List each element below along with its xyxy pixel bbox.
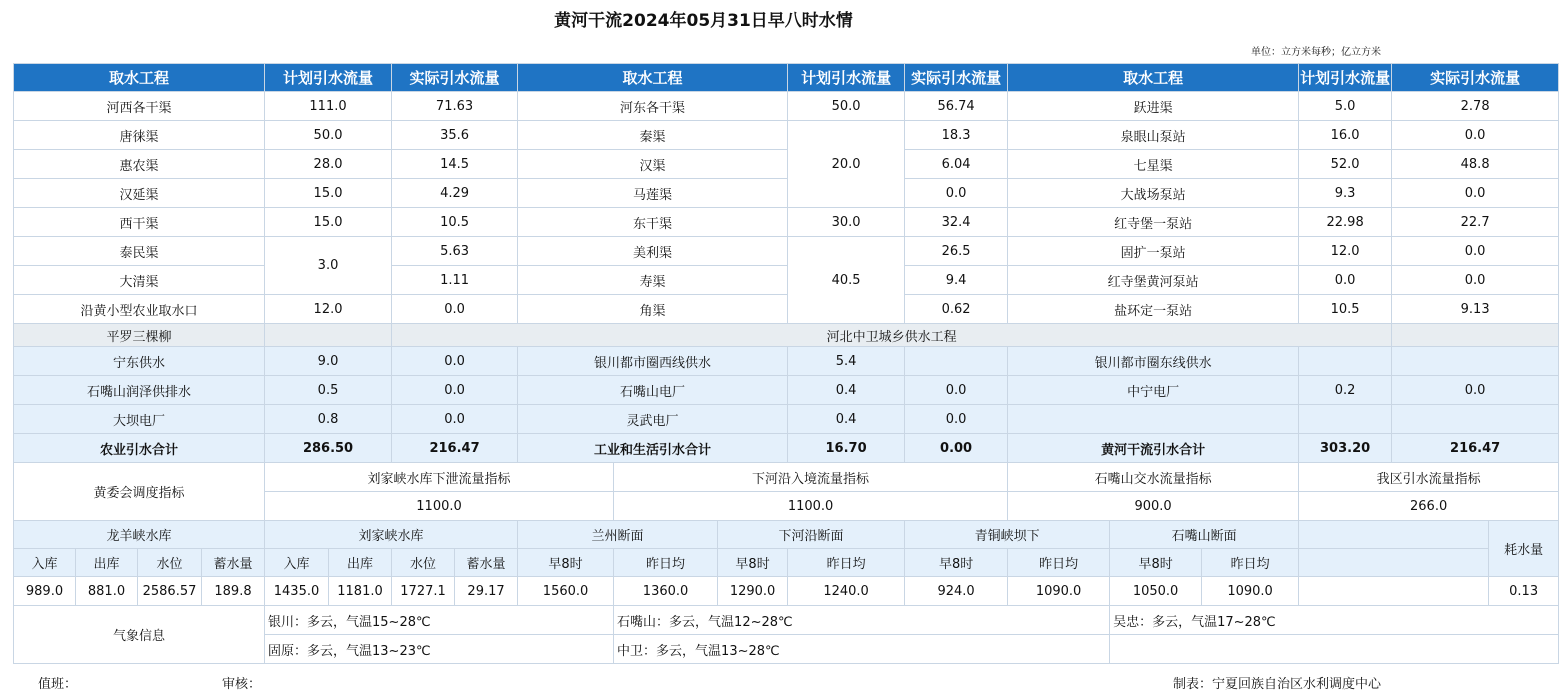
industry-total-actual: 0.00 (905, 434, 1008, 463)
station-column-row (14, 549, 1559, 577)
col-header: 昨日均 (1202, 549, 1299, 577)
project-name: 沿黄小型农业取水口 (14, 295, 265, 324)
actual-value: 0.62 (905, 295, 1008, 324)
dispatch-label: 黄委会调度指标 (14, 463, 265, 521)
dispatch-label-row (14, 463, 1559, 492)
actual-value: 0.0 (1392, 237, 1559, 266)
col-header: 早8时 (718, 549, 788, 577)
actual-value: 35.6 (392, 121, 518, 150)
agri-total-plan: 286.50 (265, 434, 392, 463)
project-name: 西干渠 (14, 208, 265, 237)
station-value: 29.17 (455, 577, 518, 606)
project-name: 红寺堡黄河泵站 (1008, 266, 1299, 295)
header-project-1: 取水工程 (14, 64, 265, 92)
consumption-label: 耗水量 (1489, 521, 1559, 577)
actual-value (1392, 347, 1559, 376)
header-project-3: 取水工程 (1008, 64, 1299, 92)
project-name: 泰民渠 (14, 237, 265, 266)
col-header: 蓄水量 (455, 549, 518, 577)
actual-value: 2.78 (1392, 92, 1559, 121)
actual-value: 6.04 (905, 150, 1008, 179)
table-row (14, 179, 1559, 208)
weather-label: 气象信息 (14, 606, 265, 664)
actual-value: 1.11 (392, 266, 518, 295)
actual-value: 9.13 (1392, 295, 1559, 324)
station-value: 1360.0 (614, 577, 718, 606)
project-name: 河东各干渠 (518, 92, 788, 121)
col-header: 蓄水量 (202, 549, 265, 577)
col-header: 昨日均 (614, 549, 718, 577)
plan-value: 0.5 (265, 376, 392, 405)
section-label-row (14, 324, 1559, 347)
weather-guyuan: 固原：多云，气温13~23℃ (265, 635, 614, 664)
project-name: 汉渠 (518, 150, 788, 179)
project-name: 汉延渠 (14, 179, 265, 208)
plan-value: 0.8 (265, 405, 392, 434)
dispatch-indicator-value: 1100.0 (614, 492, 1008, 521)
station-value: 1290.0 (718, 577, 788, 606)
plan-value (1299, 347, 1392, 376)
station-value: 1727.1 (392, 577, 455, 606)
station-value: 881.0 (76, 577, 138, 606)
table-row (14, 237, 1559, 266)
industry-total-label: 工业和生活引水合计 (518, 434, 788, 463)
actual-value: 0.0 (1392, 266, 1559, 295)
plan-value: 5.4 (788, 347, 905, 376)
dispatch-indicator-label: 我区引水流量指标 (1299, 463, 1559, 492)
weather-row (14, 606, 1559, 635)
table-row (14, 376, 1559, 405)
station-lanzhou: 兰州断面 (518, 521, 718, 549)
station-name-row (14, 521, 1559, 549)
project-name: 中宁电厂 (1008, 376, 1299, 405)
header-actual-1: 实际引水流量 (392, 64, 518, 92)
station-value: 1050.0 (1110, 577, 1202, 606)
header-plan-1: 计划引水流量 (265, 64, 392, 92)
page-title: 黄河干流2024年05月31日早八时水情 (554, 11, 853, 31)
project-name: 跃进渠 (1008, 92, 1299, 121)
actual-value: 4.29 (392, 179, 518, 208)
col-header: 出库 (329, 549, 392, 577)
project-name: 石嘴山润泽供排水 (14, 376, 265, 405)
plan-value: 9.3 (1299, 179, 1392, 208)
plan-value-merged: 20.0 (788, 121, 905, 208)
project-name: 马莲渠 (518, 179, 788, 208)
plan-value: 22.98 (1299, 208, 1392, 237)
actual-value: 71.63 (392, 92, 518, 121)
actual-value: 9.4 (905, 266, 1008, 295)
industry-total-plan: 16.70 (788, 434, 905, 463)
project-name: 宁东供水 (14, 347, 265, 376)
project-name: 寿渠 (518, 266, 788, 295)
plan-value: 12.0 (1299, 237, 1392, 266)
table-row (14, 266, 1559, 295)
plan-value: 28.0 (265, 150, 392, 179)
actual-value: 26.5 (905, 237, 1008, 266)
actual-value: 0.0 (392, 405, 518, 434)
maker-label: 制表：宁夏回族自治区水利调度中心 (1172, 677, 1381, 692)
plan-value-merged: 3.0 (265, 237, 392, 295)
weather-wuzhong: 吴忠：多云，气温17~28℃ (1110, 606, 1559, 635)
station-value: 1435.0 (265, 577, 329, 606)
station-longyang: 龙羊峡水库 (14, 521, 265, 549)
project-name: 银川都市圈东线供水 (1008, 347, 1299, 376)
project-name: 惠农渠 (14, 150, 265, 179)
header-actual-3: 实际引水流量 (1392, 64, 1559, 92)
col-header: 早8时 (518, 549, 614, 577)
station-liujia: 刘家峡水库 (265, 521, 518, 549)
header-actual-2: 实际引水流量 (905, 64, 1008, 92)
header-plan-3: 计划引水流量 (1299, 64, 1392, 92)
col-header: 入库 (265, 549, 329, 577)
col-header: 出库 (76, 549, 138, 577)
station-value: 1181.0 (329, 577, 392, 606)
station-value: 1090.0 (1202, 577, 1299, 606)
col-header: 昨日均 (1008, 549, 1110, 577)
header-project-2: 取水工程 (518, 64, 788, 92)
table-row (14, 121, 1559, 150)
header-plan-2: 计划引水流量 (788, 64, 905, 92)
station-value: 189.8 (202, 577, 265, 606)
col-header: 早8时 (905, 549, 1008, 577)
mainstream-total-label: 黄河干流引水合计 (1008, 434, 1299, 463)
weather-shizuishan: 石嘴山：多云，气温12~28℃ (614, 606, 1110, 635)
table-row (14, 92, 1559, 121)
plan-value: 0.4 (788, 376, 905, 405)
zhongwei-water-project-label: 河北中卫城乡供水工程 (392, 324, 1392, 347)
actual-value: 0.0 (1392, 179, 1559, 208)
actual-value: 48.8 (1392, 150, 1559, 179)
plan-value: 9.0 (265, 347, 392, 376)
plan-value-merged: 40.5 (788, 237, 905, 324)
plan-value: 12.0 (265, 295, 392, 324)
project-name: 秦渠 (518, 121, 788, 150)
plan-value: 15.0 (265, 208, 392, 237)
pingluo-label: 平罗三棵柳 (14, 324, 265, 347)
station-value: 924.0 (905, 577, 1008, 606)
actual-value: 0.0 (1392, 376, 1559, 405)
plan-value: 5.0 (1299, 92, 1392, 121)
station-value: 1090.0 (1008, 577, 1110, 606)
project-name: 角渠 (518, 295, 788, 324)
actual-value: 14.5 (392, 150, 518, 179)
dispatch-indicator-label: 下河沿入境流量指标 (614, 463, 1008, 492)
station-shizuishan: 石嘴山断面 (1110, 521, 1299, 549)
agri-total-label: 农业引水合计 (14, 434, 265, 463)
dispatch-indicator-label: 刘家峡水库下泄流量指标 (265, 463, 614, 492)
plan-value: 30.0 (788, 208, 905, 237)
totals-row (14, 434, 1559, 463)
project-name: 大坝电厂 (14, 405, 265, 434)
mainstream-total-actual: 216.47 (1392, 434, 1559, 463)
plan-value: 50.0 (788, 92, 905, 121)
plan-value: 15.0 (265, 179, 392, 208)
project-name: 东干渠 (518, 208, 788, 237)
station-xiaheyan: 下河沿断面 (718, 521, 905, 549)
water-report-table (13, 63, 1559, 664)
plan-value: 0.0 (1299, 266, 1392, 295)
project-name: 银川都市圈西线供水 (518, 347, 788, 376)
actual-value (1392, 405, 1559, 434)
plan-value: 16.0 (1299, 121, 1392, 150)
project-name: 红寺堡一泵站 (1008, 208, 1299, 237)
plan-value (1299, 405, 1392, 434)
unit-note: 单位：立方米每秒；亿立方米 (1251, 47, 1381, 58)
table-row (14, 347, 1559, 376)
project-name: 灵武电厂 (518, 405, 788, 434)
dispatch-indicator-label: 石嘴山交水流量指标 (1008, 463, 1299, 492)
review-label: 审核： (222, 677, 262, 692)
plan-value: 10.5 (1299, 295, 1392, 324)
plan-value: 0.4 (788, 405, 905, 434)
station-value: 2586.57 (138, 577, 202, 606)
project-name: 唐徕渠 (14, 121, 265, 150)
actual-value: 5.63 (392, 237, 518, 266)
station-qingtong: 青铜峡坝下 (905, 521, 1110, 549)
actual-value (905, 347, 1008, 376)
plan-value: 111.0 (265, 92, 392, 121)
project-name: 盐环定一泵站 (1008, 295, 1299, 324)
project-name: 美利渠 (518, 237, 788, 266)
project-name: 河西各干渠 (14, 92, 265, 121)
col-header: 水位 (138, 549, 202, 577)
actual-value: 0.0 (392, 347, 518, 376)
actual-value: 10.5 (392, 208, 518, 237)
actual-value: 0.0 (392, 295, 518, 324)
actual-value: 18.3 (905, 121, 1008, 150)
col-header: 早8时 (1110, 549, 1202, 577)
project-name (1008, 405, 1299, 434)
actual-value: 32.4 (905, 208, 1008, 237)
dispatch-indicator-value: 1100.0 (265, 492, 614, 521)
station-value: 1240.0 (788, 577, 905, 606)
actual-value: 0.0 (392, 376, 518, 405)
station-value: 1560.0 (518, 577, 614, 606)
agri-total-actual: 216.47 (392, 434, 518, 463)
plan-value: 0.2 (1299, 376, 1392, 405)
consumption-value: 0.13 (1489, 577, 1559, 606)
actual-value: 0.0 (905, 405, 1008, 434)
project-name: 大清渠 (14, 266, 265, 295)
project-name: 大战场泵站 (1008, 179, 1299, 208)
table-row (14, 208, 1559, 237)
station-value: 989.0 (14, 577, 76, 606)
actual-value: 0.0 (905, 179, 1008, 208)
project-name: 七星渠 (1008, 150, 1299, 179)
actual-value: 56.74 (905, 92, 1008, 121)
dispatch-indicator-value: 266.0 (1299, 492, 1559, 521)
plan-value: 52.0 (1299, 150, 1392, 179)
actual-value: 0.0 (1392, 121, 1559, 150)
weather-yinchuan: 银川：多云，气温15~28℃ (265, 606, 614, 635)
weather-zhongwei: 中卫：多云，气温13~28℃ (614, 635, 1110, 664)
table-row (14, 295, 1559, 324)
col-header: 昨日均 (788, 549, 905, 577)
table-row (14, 150, 1559, 179)
actual-value: 22.7 (1392, 208, 1559, 237)
col-header: 入库 (14, 549, 76, 577)
plan-value: 50.0 (265, 121, 392, 150)
project-name: 泉眼山泵站 (1008, 121, 1299, 150)
dispatch-indicator-value: 900.0 (1008, 492, 1299, 521)
duty-label: 值班： (38, 677, 78, 692)
table-row (14, 405, 1559, 434)
col-header: 水位 (392, 549, 455, 577)
project-name: 石嘴山电厂 (518, 376, 788, 405)
actual-value: 0.0 (905, 376, 1008, 405)
station-value-row (14, 577, 1559, 606)
header-row (14, 64, 1559, 92)
project-name: 固扩一泵站 (1008, 237, 1299, 266)
mainstream-total-plan: 303.20 (1299, 434, 1392, 463)
